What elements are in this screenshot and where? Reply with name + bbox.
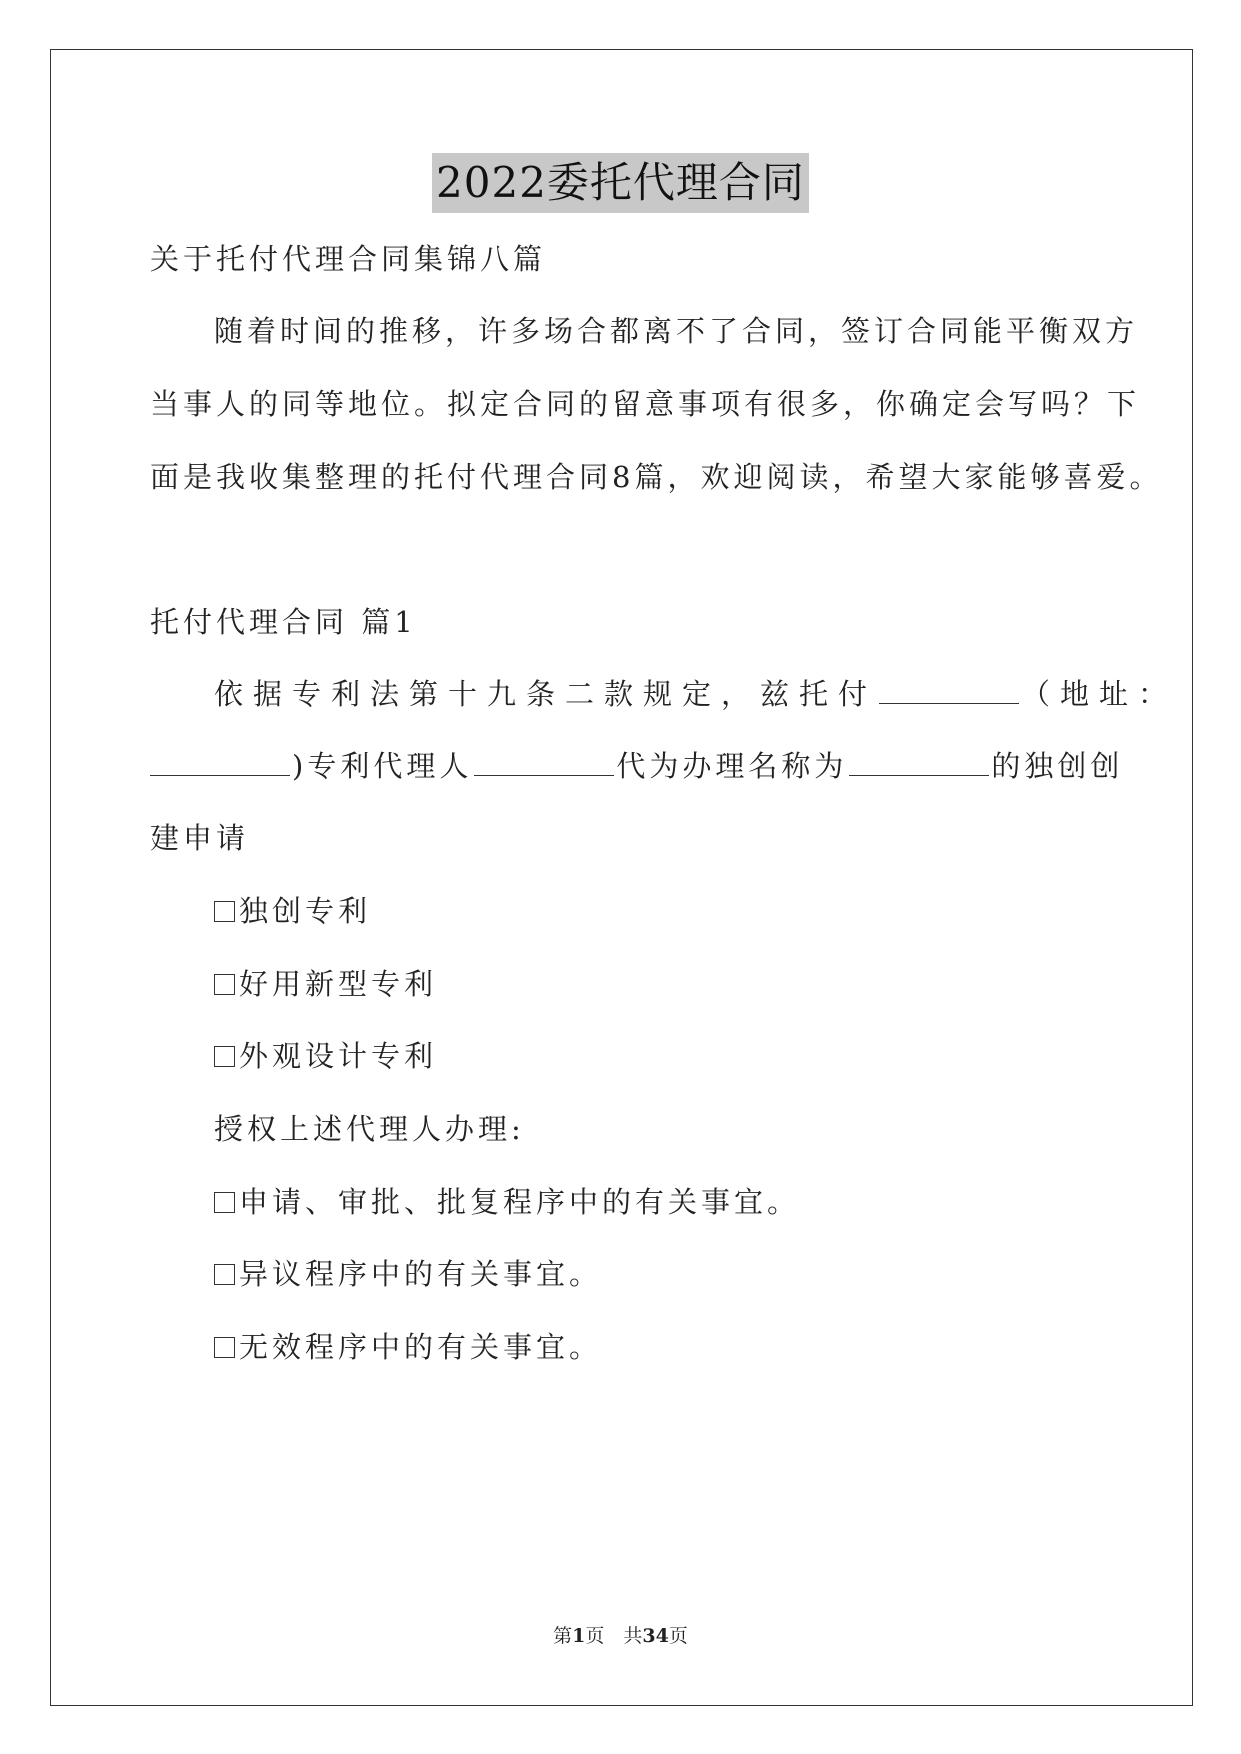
page-border: [50, 49, 1193, 1706]
footer-suffix: 页: [668, 1625, 688, 1647]
agent-blank[interactable]: [474, 747, 614, 776]
document-subtitle: 关于托付代理合同集锦八篇: [150, 242, 547, 276]
clause-line-2-part1: )专利代理人: [292, 749, 473, 783]
footer-mid: 页 共: [585, 1625, 643, 1647]
intro-line-1: 随着时间的推移，许多场合都离不了合同，签订合同能平衡双方: [214, 314, 1139, 348]
footer-total-pages: 34: [642, 1625, 669, 1647]
document-title: 2022委托代理合同: [432, 153, 809, 213]
authorize-item-application[interactable]: [214, 1182, 800, 1222]
patent-type-utility[interactable]: [214, 964, 437, 1004]
clause-line-2-part2: 代为办理名称为: [616, 749, 848, 783]
section-heading: 托付代理合同 篇1: [150, 605, 417, 639]
checkbox[interactable]: [214, 974, 235, 995]
page-footer: [0, 1623, 1241, 1649]
patent-type-invention[interactable]: [214, 891, 371, 931]
checkbox[interactable]: [214, 1337, 235, 1358]
invention-name-blank[interactable]: [849, 747, 989, 776]
checkbox[interactable]: [214, 1046, 235, 1067]
authorize-item-label: 无效程序中的有关事宜。: [239, 1330, 603, 1364]
checkbox[interactable]: [214, 1264, 235, 1285]
patent-type-label: 独创专利: [239, 894, 372, 928]
footer-prefix: 第: [553, 1625, 573, 1647]
clause-line-1-tail: （地址：: [1021, 677, 1178, 711]
checkbox[interactable]: [214, 1192, 235, 1213]
clause-line-2: [150, 746, 1123, 786]
address-blank[interactable]: [150, 747, 290, 776]
patent-type-design[interactable]: [214, 1036, 437, 1076]
clause-line-1-text: 依据专利法第十九条二款规定，兹托付: [214, 677, 878, 711]
authorize-item-opposition[interactable]: [214, 1254, 602, 1294]
patent-type-label: 外观设计专利: [239, 1039, 438, 1073]
patent-type-label: 好用新型专利: [239, 967, 438, 1001]
authorize-label: 授权上述代理人办理:: [214, 1112, 525, 1146]
title-wrap: [0, 153, 1241, 213]
intro-line-3: 面是我收集整理的托付代理合同8篇，欢迎阅读，希望大家能够喜爱。: [150, 460, 1163, 494]
intro-line-2: 当事人的同等地位。拟定合同的留意事项有很多，你确定会写吗？下: [150, 387, 1141, 421]
clause-line-2-part3: 的独创创: [991, 749, 1124, 783]
checkbox[interactable]: [214, 901, 235, 922]
authorize-item-label: 异议程序中的有关事宜。: [239, 1257, 603, 1291]
entrusting-party-blank[interactable]: [879, 675, 1019, 704]
clause-line-1: [214, 674, 1177, 714]
footer-page-number: 1: [572, 1625, 586, 1647]
clause-line-3: 建申请: [150, 821, 250, 855]
authorize-item-label: 申请、审批、批复程序中的有关事宜。: [239, 1185, 801, 1219]
authorize-item-invalidation[interactable]: [214, 1327, 602, 1367]
